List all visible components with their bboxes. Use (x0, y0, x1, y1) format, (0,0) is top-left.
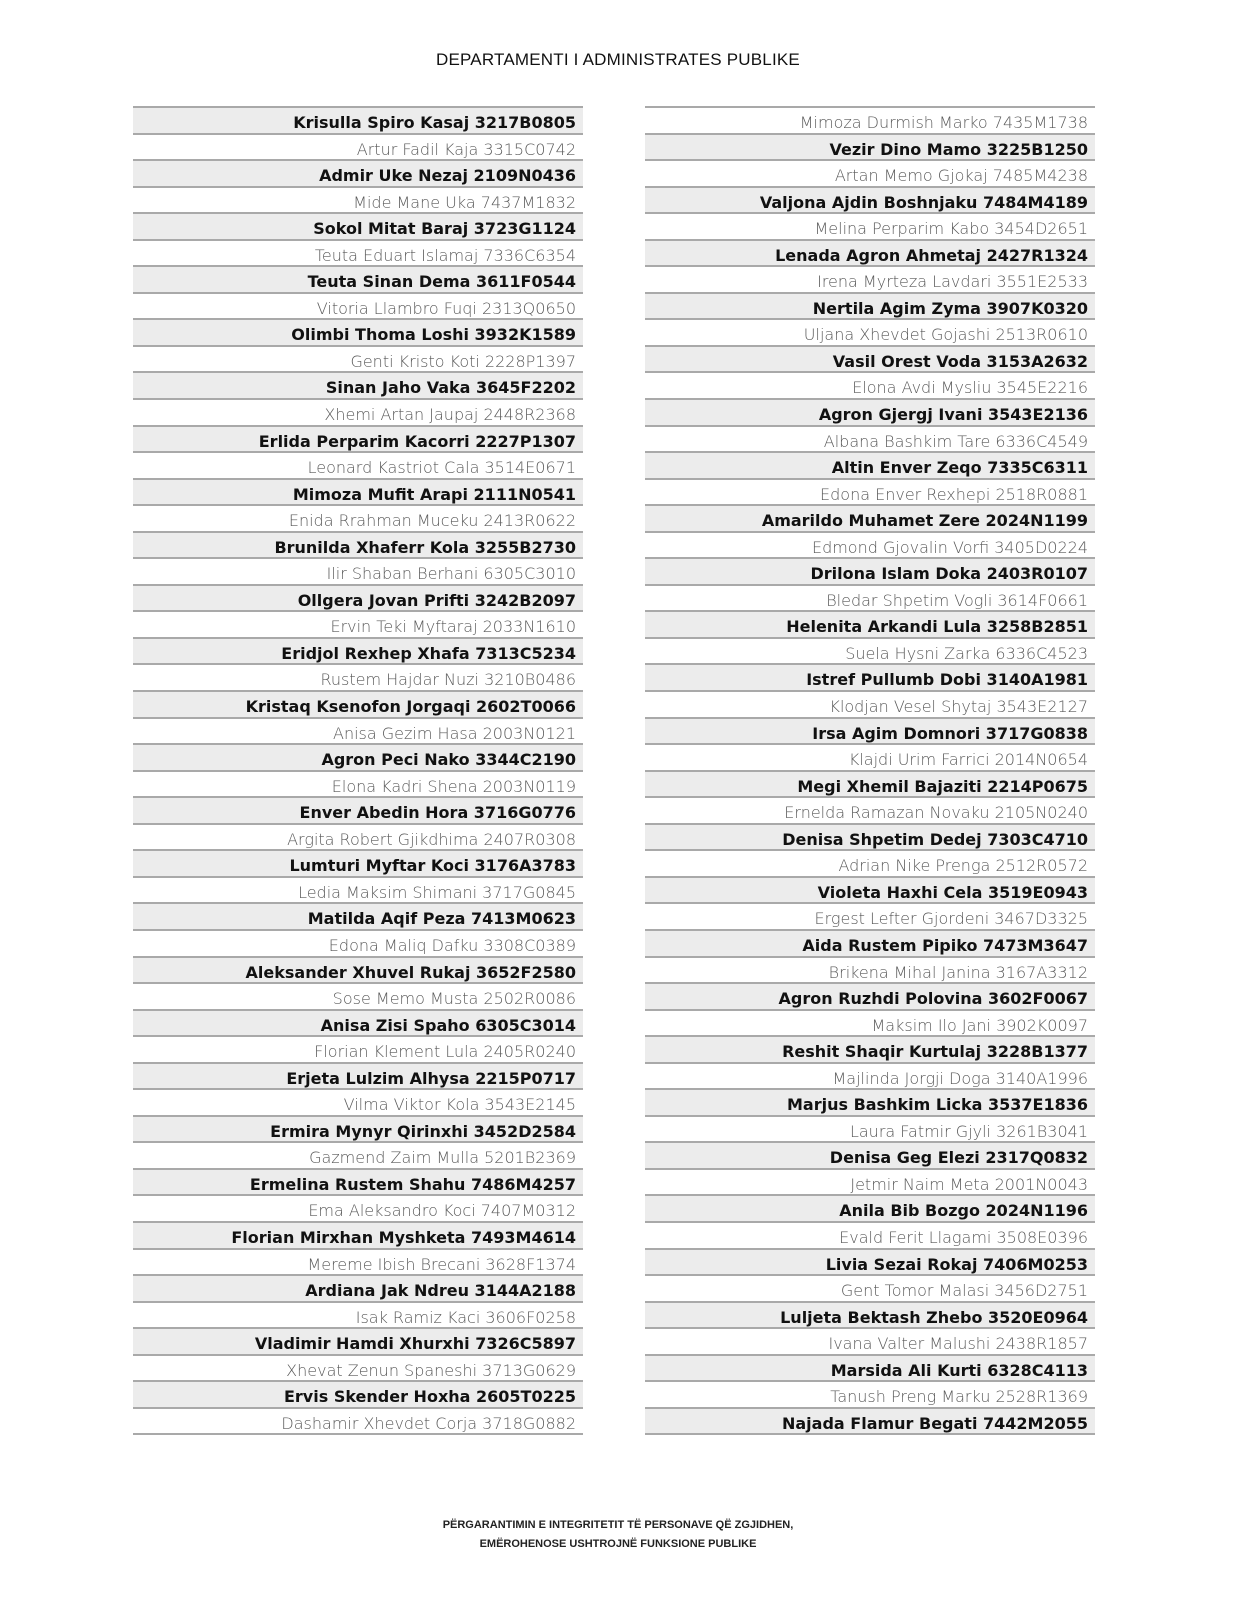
list-item: Uljana Xhevdet Gojashi 2513R0610 (645, 320, 1095, 347)
list-item: Edona Enver Rexhepi 2518R0881 (645, 480, 1095, 507)
list-item: Anisa Gezim Hasa 2003N0121 (133, 719, 583, 746)
list-item: Teuta Sinan Dema 3611F0544 (133, 267, 583, 294)
list-item: Edmond Gjovalin Vorfi 3405D0224 (645, 533, 1095, 560)
list-item: Enver Abedin Hora 3716G0776 (133, 798, 583, 825)
list-item: Sokol Mitat Baraj 3723G1124 (133, 214, 583, 241)
list-item: Ivana Valter Malushi 2438R1857 (645, 1329, 1095, 1356)
list-item: Ema Aleksandro Koci 7407M0312 (133, 1196, 583, 1223)
list-item: Krisulla Spiro Kasaj 3217B0805 (133, 106, 583, 135)
list-item: Klajdi Urim Farrici 2014N0654 (645, 745, 1095, 772)
list-item: Kristaq Ksenofon Jorgaqi 2602T0066 (133, 692, 583, 719)
list-item: Edona Maliq Dafku 3308C0389 (133, 931, 583, 958)
list-item: Teuta Eduart Islamaj 7336C6354 (133, 241, 583, 268)
list-item: Irsa Agim Domnori 3717G0838 (645, 719, 1095, 746)
list-item: Erjeta Lulzim Alhysa 2215P0717 (133, 1064, 583, 1091)
footer-line-2: EMËROHENOSE USHTROJNË FUNKSIONE PUBLIKE (479, 1538, 757, 1550)
list-item: Sose Memo Musta 2502R0086 (133, 984, 583, 1011)
list-item: Denisa Shpetim Dedej 7303C4710 (645, 825, 1095, 852)
list-item: Ilir Shaban Berhani 6305C3010 (133, 559, 583, 586)
list-item: Enida Rrahman Muceku 2413R0622 (133, 506, 583, 533)
footer-line-1: PËRGARANTIMIN E INTEGRITETIT TË PERSONAVE QË ZGJIDHEN, (442, 1519, 794, 1531)
list-item: Brikena Mihal Janina 3167A3312 (645, 958, 1095, 985)
list-item: Suela Hysni Zarka 6336C4523 (645, 639, 1095, 666)
left-name-list (133, 106, 583, 1435)
list-item: Denisa Geg Elezi 2317Q0832 (645, 1143, 1095, 1170)
list-item: Florian Mirxhan Myshketa 7493M4614 (133, 1223, 583, 1250)
list-item: Ardiana Jak Ndreu 3144A2188 (133, 1276, 583, 1303)
list-item: Vezir Dino Mamo 3225B1250 (645, 135, 1095, 162)
list-item: Erlida Perparim Kacorri 2227P1307 (133, 427, 583, 454)
list-item: Lumturi Myftar Koci 3176A3783 (133, 851, 583, 878)
list-item: Anila Bib Bozgo 2024N1196 (645, 1196, 1095, 1223)
list-item: Mimoza Durmish Marko 7435M1738 (645, 106, 1095, 135)
list-item: Leonard Kastriot Cala 3514E0671 (133, 453, 583, 480)
list-item: Ergest Lefter Gjordeni 3467D3325 (645, 904, 1095, 931)
list-item: Olimbi Thoma Loshi 3932K1589 (133, 320, 583, 347)
list-item: Ernelda Ramazan Novaku 2105N0240 (645, 798, 1095, 825)
list-item: Altin Enver Zeqo 7335C6311 (645, 453, 1095, 480)
list-item: Laura Fatmir Gjyli 3261B3041 (645, 1117, 1095, 1144)
list-item: Agron Ruzhdi Polovina 3602F0067 (645, 984, 1095, 1011)
list-item: Xhemi Artan Jaupaj 2448R2368 (133, 400, 583, 427)
list-item: Admir Uke Nezaj 2109N0436 (133, 161, 583, 188)
list-item: Valjona Ajdin Boshnjaku 7484M4189 (645, 188, 1095, 215)
list-item: Helenita Arkandi Lula 3258B2851 (645, 612, 1095, 639)
list-item: Dashamir Xhevdet Corja 3718G0882 (133, 1409, 583, 1436)
list-item: Ervis Skender Hoxha 2605T0225 (133, 1382, 583, 1409)
list-item: Megi Xhemil Bajaziti 2214P0675 (645, 772, 1095, 799)
list-item: Marsida Ali Kurti 6328C4113 (645, 1356, 1095, 1383)
list-item: Mereme Ibish Brecani 3628F1374 (133, 1250, 583, 1277)
list-item: Melina Perparim Kabo 3454D2651 (645, 214, 1095, 241)
list-item: Ermira Mynyr Qirinxhi 3452D2584 (133, 1117, 583, 1144)
list-item: Bledar Shpetim Vogli 3614F0661 (645, 586, 1095, 613)
list-item: Ervin Teki Myftaraj 2033N1610 (133, 612, 583, 639)
list-item: Eridjol Rexhep Xhafa 7313C5234 (133, 639, 583, 666)
list-item: Maksim Ilo Jani 3902K0097 (645, 1011, 1095, 1038)
list-item: Klodjan Vesel Shytaj 3543E2127 (645, 692, 1095, 719)
list-item: Elona Avdi Mysliu 3545E2216 (645, 373, 1095, 400)
list-item: Isak Ramiz Kaci 3606F0258 (133, 1303, 583, 1330)
list-item: Argita Robert Gjikdhima 2407R0308 (133, 825, 583, 852)
list-item: Artur Fadil Kaja 3315C0742 (133, 135, 583, 162)
list-item: Nertila Agim Zyma 3907K0320 (645, 294, 1095, 321)
list-item: Ollgera Jovan Prifti 3242B2097 (133, 586, 583, 613)
list-item: Anisa Zisi Spaho 6305C3014 (133, 1011, 583, 1038)
list-item: Majlinda Jorgji Doga 3140A1996 (645, 1064, 1095, 1091)
list-item: Lenada Agron Ahmetaj 2427R1324 (645, 241, 1095, 268)
list-item: Violeta Haxhi Cela 3519E0943 (645, 878, 1095, 905)
list-item: Vitoria Llambro Fuqi 2313Q0650 (133, 294, 583, 321)
list-item: Florian Klement Lula 2405R0240 (133, 1037, 583, 1064)
list-item: Ermelina Rustem Shahu 7486M4257 (133, 1170, 583, 1197)
list-item: Reshit Shaqir Kurtulaj 3228B1377 (645, 1037, 1095, 1064)
list-item: Ledia Maksim Shimani 3717G0845 (133, 878, 583, 905)
list-item: Mide Mane Uka 7437M1832 (133, 188, 583, 215)
list-item: Sinan Jaho Vaka 3645F2202 (133, 373, 583, 400)
list-item: Matilda Aqif Peza 7413M0623 (133, 904, 583, 931)
list-item: Agron Peci Nako 3344C2190 (133, 745, 583, 772)
list-item: Aida Rustem Pipiko 7473M3647 (645, 931, 1095, 958)
list-item: Irena Myrteza Lavdari 3551E2533 (645, 267, 1095, 294)
list-item: Vilma Viktor Kola 3543E2145 (133, 1090, 583, 1117)
list-item: Brunilda Xhaferr Kola 3255B2730 (133, 533, 583, 560)
list-item: Amarildo Muhamet Zere 2024N1199 (645, 506, 1095, 533)
list-item: Agron Gjergj Ivani 3543E2136 (645, 400, 1095, 427)
list-item: Tanush Preng Marku 2528R1369 (645, 1382, 1095, 1409)
list-item: Artan Memo Gjokaj 7485M4238 (645, 161, 1095, 188)
list-item: Vasil Orest Voda 3153A2632 (645, 347, 1095, 374)
list-item: Najada Flamur Begati 7442M2055 (645, 1409, 1095, 1436)
list-item: Drilona Islam Doka 2403R0107 (645, 559, 1095, 586)
list-item: Jetmir Naim Meta 2001N0043 (645, 1170, 1095, 1197)
list-item: Genti Kristo Koti 2228P1397 (133, 347, 583, 374)
list-item: Rustem Hajdar Nuzi 3210B0486 (133, 665, 583, 692)
page-title: DEPARTAMENTI I ADMINISTRATES PUBLIKE (436, 50, 800, 69)
list-item: Xhevat Zenun Spaneshi 3713G0629 (133, 1356, 583, 1383)
list-item: Marjus Bashkim Licka 3537E1836 (645, 1090, 1095, 1117)
list-item: Vladimir Hamdi Xhurxhi 7326C5897 (133, 1329, 583, 1356)
list-item: Adrian Nike Prenga 2512R0572 (645, 851, 1095, 878)
right-name-list (645, 106, 1095, 1435)
list-item: Evald Ferit Llagami 3508E0396 (645, 1223, 1095, 1250)
list-item: Elona Kadri Shena 2003N0119 (133, 772, 583, 799)
list-item: Aleksander Xhuvel Rukaj 3652F2580 (133, 958, 583, 985)
list-item: Albana Bashkim Tare 6336C4549 (645, 427, 1095, 454)
list-item: Istref Pullumb Dobi 3140A1981 (645, 665, 1095, 692)
list-item: Luljeta Bektash Zhebo 3520E0964 (645, 1303, 1095, 1330)
page-footer (0, 1516, 1236, 1554)
list-item: Gazmend Zaim Mulla 5201B2369 (133, 1143, 583, 1170)
list-item: Livia Sezai Rokaj 7406M0253 (645, 1250, 1095, 1277)
list-item: Mimoza Mufit Arapi 2111N0541 (133, 480, 583, 507)
list-item: Gent Tomor Malasi 3456D2751 (645, 1276, 1095, 1303)
